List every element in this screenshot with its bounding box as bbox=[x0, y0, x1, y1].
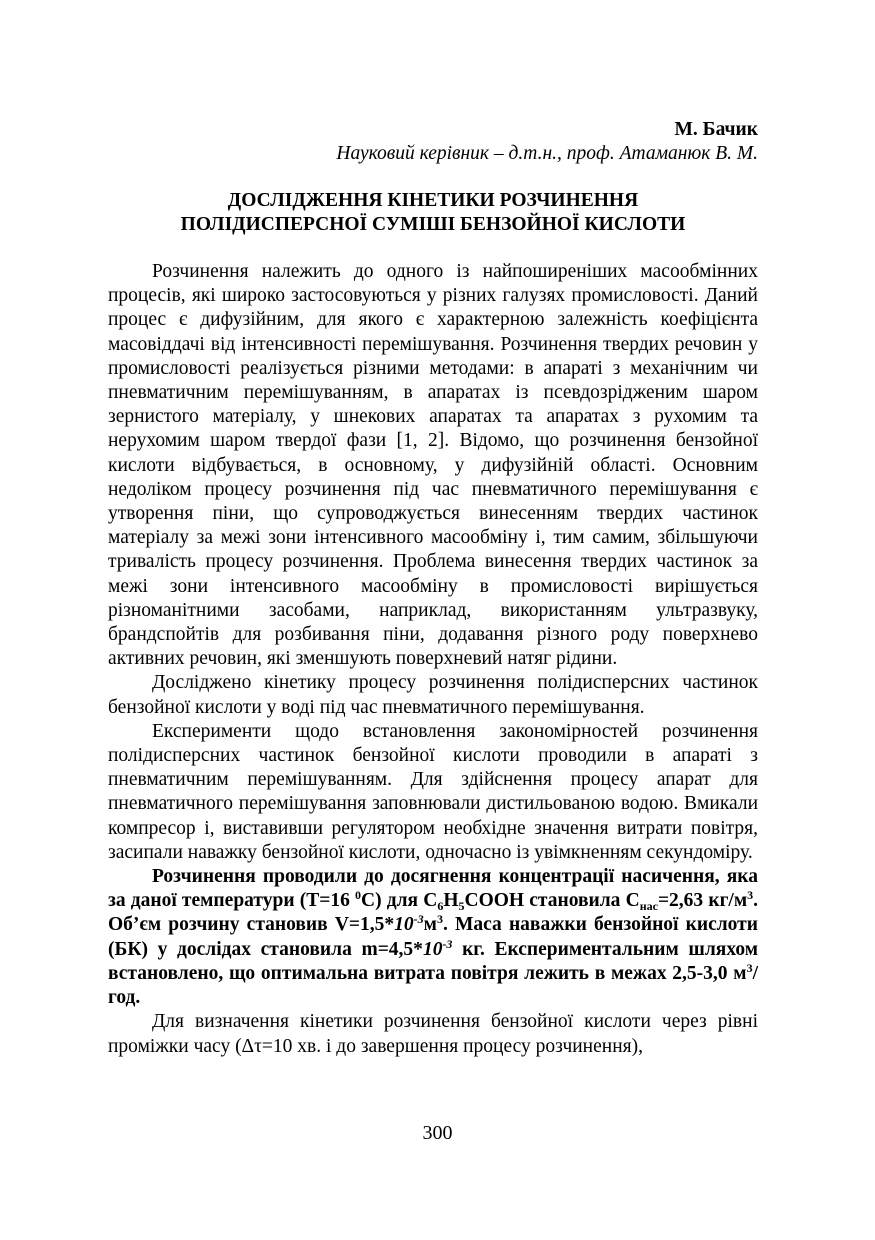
title-line-2: ПОЛІДИСПЕРСНОЇ СУМІШІ БЕНЗОЙНОЇ КИСЛОТИ bbox=[180, 214, 686, 235]
subscript-6: 6 bbox=[437, 899, 444, 914]
p4-text-7: м bbox=[423, 914, 437, 936]
p4-text-8: . Маса наважки бензойної кислоти (БК) у дослідах становила m=4,5* bbox=[108, 914, 758, 960]
supervisor-line: Науковий керівник – д.т.н., проф. Атаманюк В. М. bbox=[336, 143, 758, 164]
paragraph-5: Для визначення кінетики розчинення бензойної кислоти через рівні проміжки часу (Δτ=10 хв. і до завершення процесу розчинення), bbox=[108, 1011, 758, 1057]
paragraph-2: Досліджено кінетику процесу розчинення полідисперсних частинок бензойної кислоти у воді під час пневматичного перемішування. bbox=[108, 672, 758, 718]
paragraph-4 bbox=[108, 865, 758, 1010]
power-ten-1: 10 bbox=[394, 914, 414, 936]
p4-text-2: С) для С bbox=[361, 890, 438, 912]
article-body bbox=[108, 260, 758, 1059]
p4-text-5: =2,63 кг/м bbox=[657, 890, 748, 912]
p4-text-1: Розчинення проводили до досягнення концентрації насичення, яка за даної температури (Т=16 bbox=[108, 866, 758, 912]
subscript-5: 5 bbox=[458, 899, 465, 914]
paragraph-1: Розчинення належить до одного із найпоширеніших масообмінних процесів, які широко застосовуються у різних галузях промисловості. Даний процес є дифузійним, для якого є характерною залежність коефіцієнта масовіддачі від інтенсивності перемішування. Розчинення твердих речовин у промисловості реалізується різними методами: в апараті з механічним чи пневматичним перемішуванням, в апаратах із псевдозрідженим шаром зернистого матеріалу, у шнекових апаратах та апаратах з рухомим та нерухомим шаром твердої фази [1, 2]. Відомо, що розчинення бензойної кислоти відбувається, в основному, у дифузійній області. Основним недоліком процесу розчинення під час пневматичного перемішування є утворення піни, що супроводжується винесенням твердих частинок матеріалу за межі зони інтенсивного масообміну і, тим самим, збільшуючи тривалість процесу розчинення. Проблема винесення твердих частинок за межі зони інтенсивного масообміну в промисловості вирішується різноманітними засобами, наприклад, використанням ультразвуку, брандспойтів для розбивання піни, додавання різного роду поверхнево активних речовин, які зменшують поверхневий натяг рідини. bbox=[108, 261, 758, 670]
superscript-3c: 3 bbox=[746, 960, 753, 975]
superscript-3a: 3 bbox=[747, 888, 754, 903]
exponent-2: -3 bbox=[442, 936, 453, 951]
article-title bbox=[108, 189, 758, 237]
p4-text-3: Н bbox=[443, 890, 459, 912]
exponent-1: -3 bbox=[413, 912, 424, 927]
subscript-nas: нас bbox=[639, 899, 658, 914]
p4-text-4: СООН становила С bbox=[464, 890, 640, 912]
p4-text-9: кг. Експериментальним шляхом встановлено, що оптимальна витрата повітря лежить в межах 2,5-3,0 м bbox=[108, 938, 759, 984]
author-name: М. Бачик bbox=[674, 119, 758, 140]
page-number: 300 bbox=[422, 1122, 453, 1144]
paragraph-3: Експерименти щодо встановлення закономірностей розчинення полідисперсних частинок бензойної кислоти проводили в апараті з пневматичним перемішуванням. Для здійснення процесу апарат для пневматичного перемішування заповнювали дистильованою водою. Вмикали компресор і, виставивши регулятором необхідне значення витрати повітря, засипали наважку бензойної кислоти, одночасно із увімкненням секундоміру. bbox=[108, 720, 758, 863]
superscript-3b: 3 bbox=[436, 912, 443, 927]
p4-text-6: . Об’єм розчину становив V=1,5* bbox=[108, 890, 758, 936]
degree-superscript: 0 bbox=[355, 888, 361, 903]
power-ten-2: 10 bbox=[422, 938, 443, 960]
p4-text-10: /год. bbox=[108, 962, 758, 1009]
title-line-1: ДОСЛІДЖЕННЯ КІНЕТИКИ РОЗЧИНЕННЯ bbox=[227, 190, 639, 211]
